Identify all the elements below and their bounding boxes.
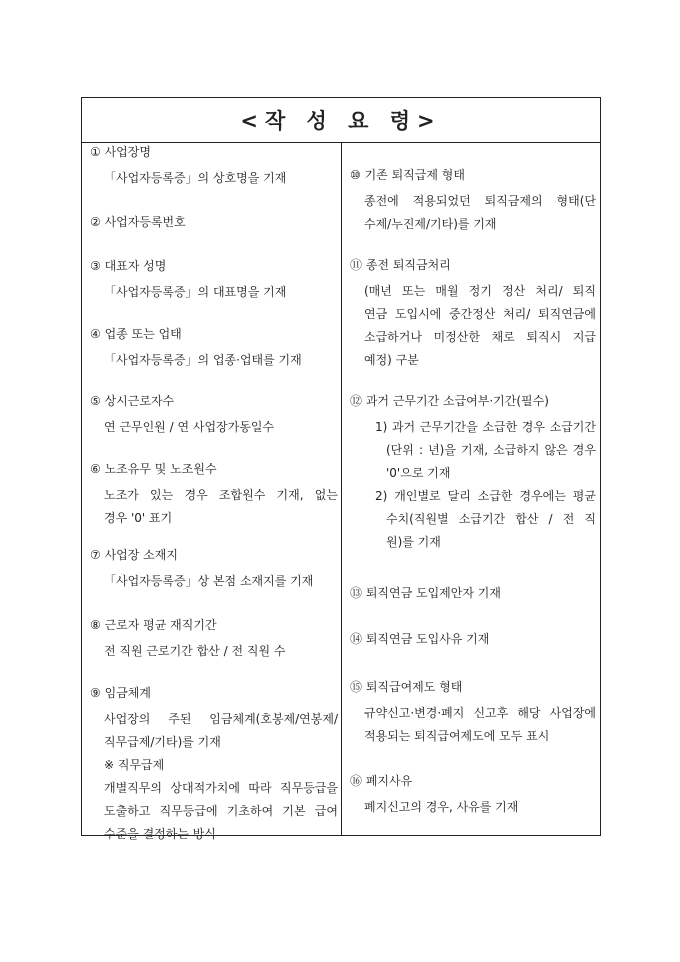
item-heading: ④ 업종 또는 업태 — [90, 327, 182, 341]
item-heading: ⑤ 상시근로자수 — [90, 394, 175, 408]
item-description-line: 개별직무의 상대적가치에 따라 직무등급을 — [104, 781, 338, 795]
item-description-line: '0'으로 기재 — [386, 466, 451, 480]
guideline-item — [350, 631, 596, 648]
guideline-item — [90, 393, 338, 439]
item-heading: ⑩ 기존 퇴직급제 형태 — [350, 168, 465, 182]
guideline-item — [90, 685, 338, 846]
item-description-line: 사업장의 주된 임금체계(호봉제/연봉제/ — [104, 712, 338, 726]
item-description-line: 종전에 적용되었던 퇴직금제의 형태(단 — [364, 194, 596, 208]
item-heading: ⑬ 퇴직연금 도입제안자 기재 — [350, 586, 501, 600]
item-heading: ① 사업장명 — [90, 145, 151, 159]
item-description-line: 도출하고 직무등급에 기초하여 기본 급여 — [104, 804, 338, 818]
item-heading: ⑦ 사업장 소재지 — [90, 548, 178, 562]
guideline-item — [90, 326, 338, 372]
item-description-line: 「사업자등록증」상 본점 소재지를 기재 — [104, 574, 314, 588]
item-heading: ⑪ 종전 퇴직금처리 — [350, 258, 451, 272]
guidelines-box — [81, 97, 601, 841]
item-description-line: (매년 또는 매월 정기 정산 처리/ 퇴직 — [364, 284, 596, 298]
item-description-line: 예정) 구분 — [364, 353, 419, 367]
item-description-line: 직무급제/기타)를 기재 — [104, 735, 221, 749]
item-description-line: 적용되는 퇴직급여제도에 모두 표시 — [364, 729, 550, 743]
item-heading: ③ 대표자 성명 — [90, 259, 167, 273]
item-description-line: 2) 개인별로 달리 소급한 경우에는 평균 — [375, 489, 596, 503]
guideline-item — [350, 393, 596, 554]
guideline-item — [90, 214, 338, 231]
guideline-item — [90, 547, 338, 593]
item-description-line: (단위 : 년)을 기재, 소급하지 않은 경우 — [386, 443, 596, 457]
item-description-line: 「사업자등록증」의 상호명을 기재 — [104, 171, 287, 185]
item-description-line: 연 근무인원 / 연 사업장가동일수 — [104, 420, 274, 434]
item-description-line: 「사업자등록증」의 대표명을 기재 — [104, 285, 287, 299]
item-description-line: 전 직원 근로기간 합산 / 전 직원 수 — [104, 644, 286, 658]
guideline-item — [350, 257, 596, 372]
item-heading: ⑨ 임금체계 — [90, 686, 151, 700]
guideline-item — [350, 773, 596, 819]
item-heading: ⑮ 퇴직급여제도 형태 — [350, 680, 463, 694]
item-heading: ② 사업자등록번호 — [90, 215, 186, 229]
guideline-item — [90, 617, 338, 663]
document-title: <작 성 요 령> — [240, 109, 442, 133]
column-divider — [341, 143, 342, 835]
guideline-item — [350, 167, 596, 236]
item-description-line: 원)를 기재 — [386, 535, 441, 549]
item-description-line: 경우 '0' 표기 — [104, 511, 173, 525]
item-heading: ⑧ 근로자 평균 재직기간 — [90, 618, 217, 632]
item-heading: ⑯ 폐지사유 — [350, 774, 413, 788]
item-description-line: 소급하거나 미정산한 채로 퇴직시 지급 — [364, 330, 596, 344]
item-description-line: 규약신고·변경·폐지 신고후 해당 사업장에 — [364, 706, 596, 720]
item-description-line: 수치(직원별 소급기간 합산 / 전 직 — [386, 512, 596, 526]
item-description-line: 1) 과거 근무기간을 소급한 경우 소급기간 — [375, 420, 596, 434]
item-description-line: 노조가 있는 경우 조합원수 기재, 없는 — [104, 488, 338, 502]
item-description-line: 연금 도입시에 중간정산 처리/ 퇴직연금에 — [364, 307, 596, 321]
guideline-item — [90, 144, 338, 190]
item-heading: ⑭ 퇴직연금 도입사유 기재 — [350, 632, 490, 646]
item-description-line: ※ 직무급제 — [104, 758, 165, 772]
guideline-item — [350, 585, 596, 602]
item-description-line: 「사업자등록증」의 업종·업태를 기재 — [104, 353, 302, 367]
title-row — [82, 98, 600, 143]
item-description-line: 수준을 결정하는 방식 — [104, 827, 216, 841]
item-description-line: 폐지신고의 경우, 사유를 기재 — [364, 800, 519, 814]
item-description-line: 수제/누진제/기타)를 기재 — [364, 217, 497, 231]
item-heading: ⑥ 노조유무 및 노조원수 — [90, 462, 217, 476]
guideline-item — [90, 258, 338, 304]
item-heading: ⑫ 과거 근무기간 소급여부·기간(필수) — [350, 394, 549, 408]
guideline-item — [350, 679, 596, 748]
guideline-item — [90, 461, 338, 530]
